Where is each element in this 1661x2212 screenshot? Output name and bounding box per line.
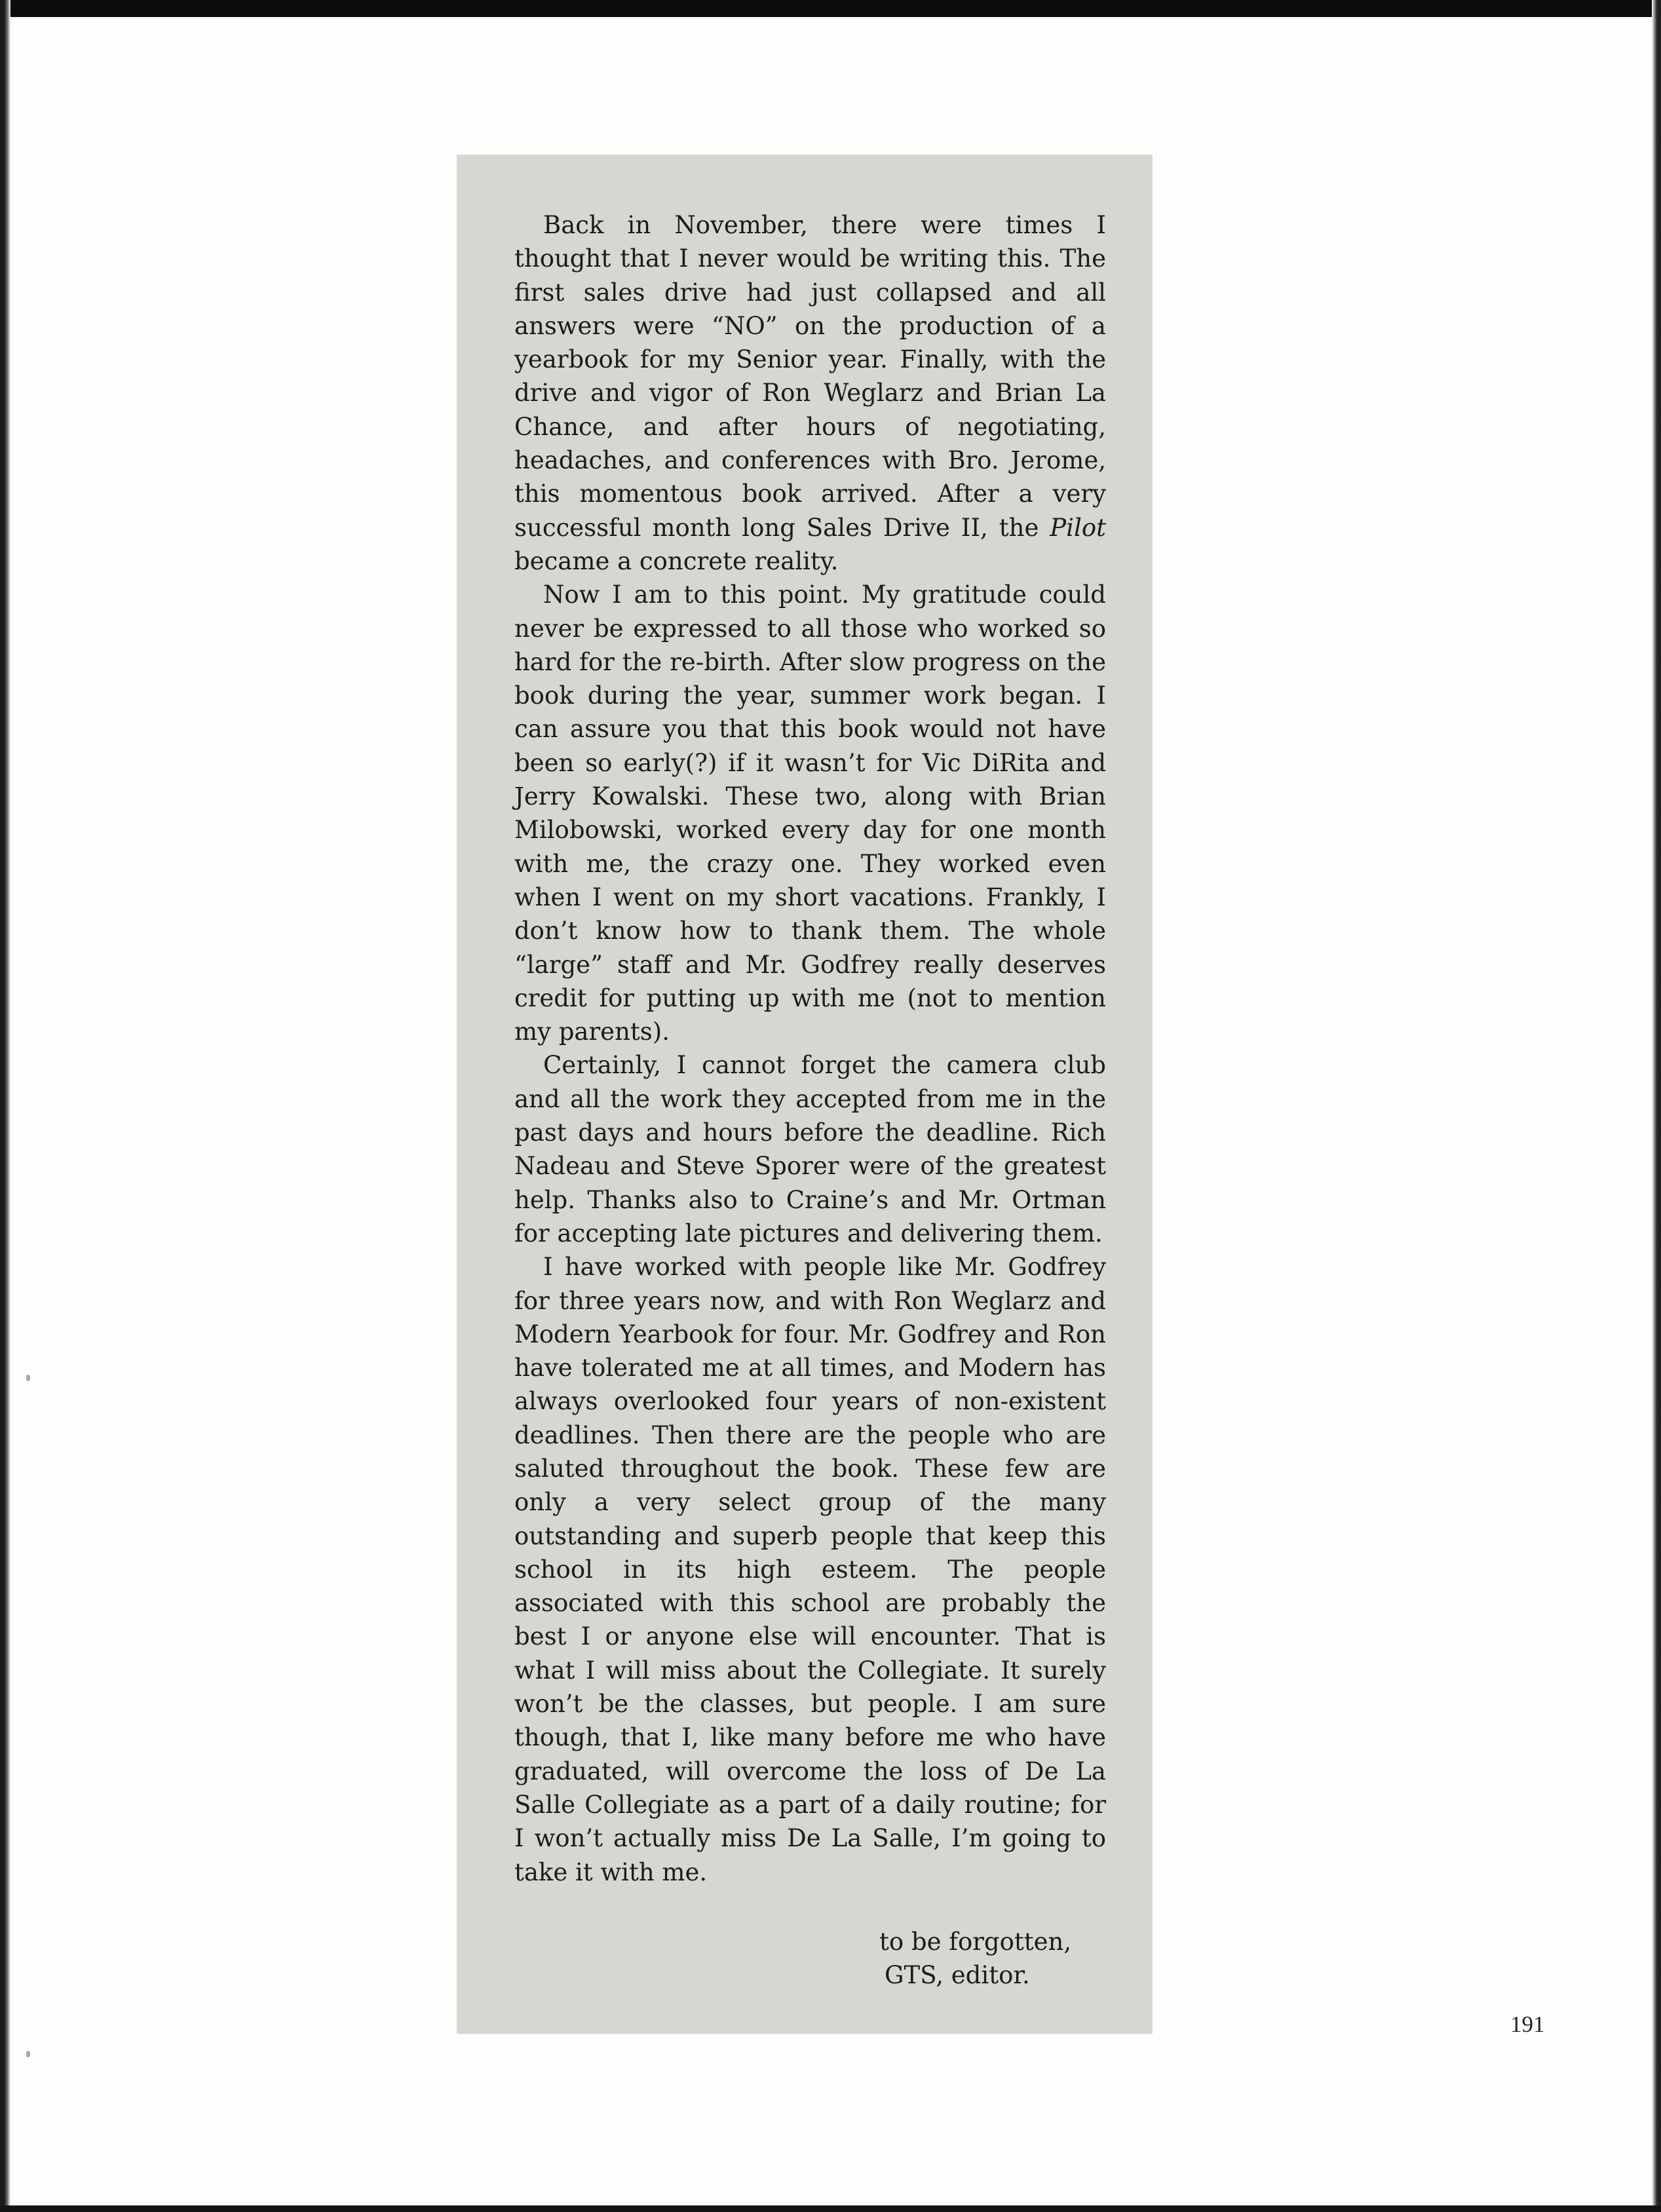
text-run: Certainly, I cannot forget the camera club and all the work they accepted from me in the past days and hours before the deadline. Rich Nadeau and Steve Sporer were of the greatest help. Thanks also to Craine’s and Mr. Ortman for accepting late pictures and delivering them. bbox=[514, 1051, 1106, 1248]
editor-letter-text bbox=[514, 208, 1106, 1889]
scan-right-border bbox=[1652, 0, 1661, 2212]
text-run: became a concrete reality. bbox=[514, 546, 839, 575]
page-number: 191 bbox=[1510, 2012, 1545, 2037]
scan-speck bbox=[26, 1375, 30, 1381]
signoff-name: GTS, editor. bbox=[885, 1961, 1030, 1989]
editor-signoff bbox=[879, 1925, 1071, 1992]
text-run: Now I am to this point. My gratitude could never be expressed to all those who worked so hard for the re-birth. After slow progress on the book during the year, summer work began. I can assure you that this book would not have been so early(?) if it wasn’t for Vic DiRita and Jerry Kowalski. These two, along with Brian Milobowski, worked every day for one month with me, the crazy one. They worked even when I went on my short vacations. Frankly, I don’t know how to thank them. The whole “large” staff and Mr. Godfrey really deserves credit for putting up with me (not to mention my parents). bbox=[514, 581, 1106, 1046]
signoff-closing: to be forgotten, bbox=[879, 1928, 1072, 1956]
paragraph bbox=[514, 1048, 1106, 1250]
scan-bottom-border bbox=[0, 2205, 1661, 2212]
paragraph bbox=[514, 578, 1106, 1048]
text-run: I have worked with people like Mr. Godfrey for three years now, and with Ron Weglarz and Modern Yearbook for four. Mr. Godfrey and Ron have tolerated me at all times, and Modern has always overlooked four years of non-existent deadlines. Then there are the people who are saluted throughout the book. These few are only a very select group of the many outstanding and superb people that keep this school in its high esteem. The people associated with this school are probably the best I or anyone else will encounter. That is what I will miss about the Collegiate. It surely won’t be the classes, but people. I am sure though, that I, like many before me who have graduated, will overcome the loss of De La Salle Collegiate as a part of a daily routine; for I won’t actually miss De La Salle, I’m going to take it with me. bbox=[514, 1253, 1106, 1886]
scan-speck bbox=[26, 2051, 30, 2057]
scan-left-border bbox=[0, 0, 10, 2212]
italic-title: Pilot bbox=[1050, 513, 1106, 542]
scan-top-border bbox=[0, 0, 1661, 17]
paragraph bbox=[514, 208, 1106, 578]
text-run: Back in November, there were times I thought that I never would be writing this. The first sales drive had just collapsed and all answers were “NO” on the production of a yearbook for my Senior year. Finally, with the drive and vigor of Ron Weglarz and Brian La Chance, and after hours of negotiating, headaches, and conferences with Bro. Jerome, this momentous book arrived. After a very successful month long Sales Drive II, the bbox=[514, 211, 1106, 542]
paragraph bbox=[514, 1250, 1106, 1889]
